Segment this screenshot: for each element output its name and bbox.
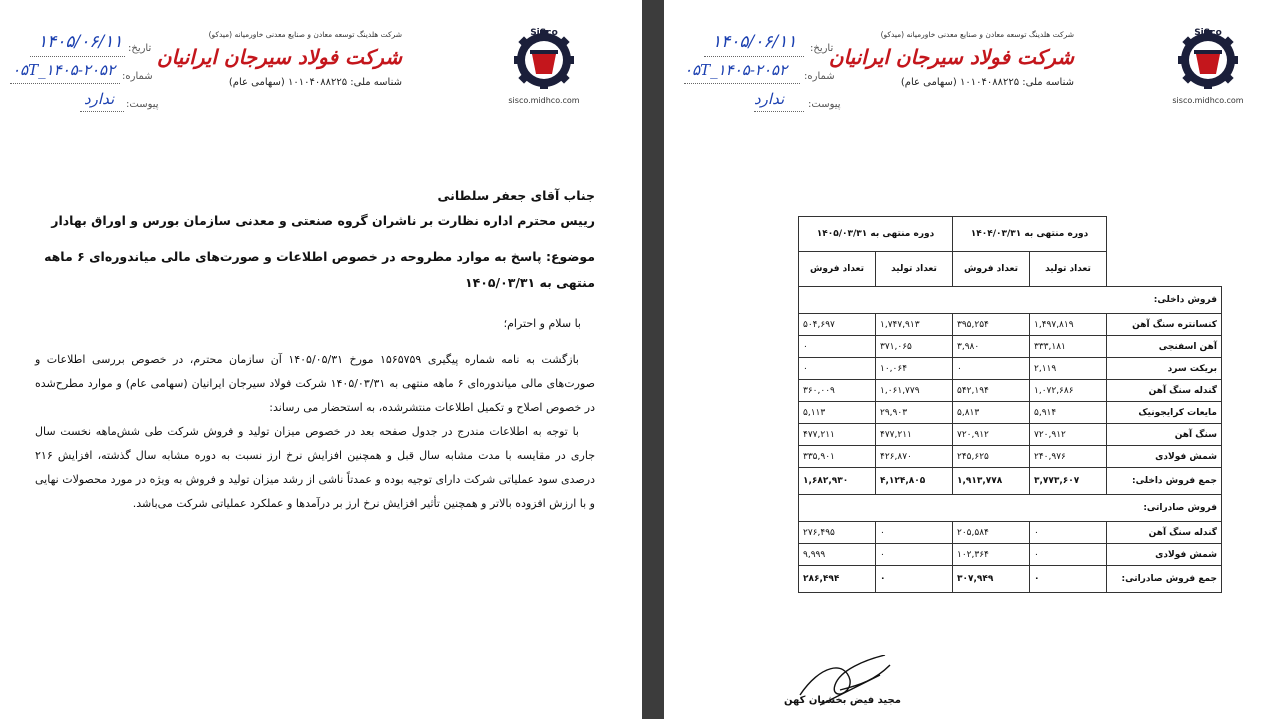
export-section-row bbox=[799, 495, 1222, 522]
cell-production-1404: ۳۳۳,۱۸۱ bbox=[1030, 336, 1107, 358]
cell-production-1404: ۰ bbox=[1030, 544, 1107, 566]
recipient-title: رییس محترم اداره نظارت بر ناشران گروه صنعتی و معدنی سازمان بورس و اوراق بهادار bbox=[51, 213, 595, 228]
cell-sales-1405: ۰ bbox=[799, 358, 876, 380]
cell-sales-1405: ۲۸۶,۴۹۴ bbox=[799, 566, 876, 593]
cell-sales-1404: ۳,۹۸۰ bbox=[953, 336, 1030, 358]
attachment-label: پیوست: bbox=[126, 99, 159, 110]
row-label: بریکت سرد bbox=[1107, 358, 1222, 380]
handwritten-attachment: ندارد bbox=[754, 90, 785, 108]
greeting: با سلام و احترام؛ bbox=[503, 317, 581, 330]
cell-sales-1404: ۲۰۵,۵۸۴ bbox=[953, 522, 1030, 544]
cell-sales-1405: ۵۰۴,۶۹۷ bbox=[799, 314, 876, 336]
table-row bbox=[799, 522, 1222, 544]
company-logo bbox=[502, 24, 586, 105]
cell-sales-1405: ۰ bbox=[799, 336, 876, 358]
section-title: فروش صادراتی: bbox=[799, 495, 1222, 522]
row-label: شمش فولادی bbox=[1107, 544, 1222, 566]
table-row bbox=[799, 314, 1222, 336]
total-row bbox=[799, 566, 1222, 593]
table-row bbox=[799, 402, 1222, 424]
date-label: تاریخ: bbox=[128, 43, 152, 54]
cell-production-1405: ۴۷۷,۲۱۱ bbox=[876, 424, 953, 446]
national-id: شناسه ملی: ۱۰۱۰۴۰۸۸۲۲۵ (سهامی عام) bbox=[900, 77, 1074, 88]
table-column-header bbox=[799, 252, 1222, 287]
paragraph-2: با توجه به اطلاعات مندرج در جدول صفحه بعد در خصوص میزان تولید و فروش شرکت طی شش‌ماهه نخست سال جاری در مقایسه با مدت مشابه سال قبل و همچنین افزایش نرخ ارز نسبت به دوره مشابه سال گذشته، افزایش ۲۱۶ درصدی سود عملیاتی شرکت دارای توجیه بوده و عمدتاً ناشی از رشد میزان تولید و فروش به ویژه در مورد محصولات نهایی و با ارزش افزوده بالاتر و همچنین تأثیر افزایش نرخ ارز بر درآمدها و عملکرد عملیاتی شرکت می‌باشد. bbox=[35, 425, 595, 510]
attachment-label: پیوست: bbox=[808, 99, 841, 110]
cell-production-1404: ۳,۷۷۳,۶۰۷ bbox=[1030, 468, 1107, 495]
cell-production-1404: ۰ bbox=[1030, 522, 1107, 544]
cell-production-1404: ۰ bbox=[1030, 566, 1107, 593]
cell-sales-1405: ۴۷۷,۲۱۱ bbox=[799, 424, 876, 446]
cell-sales-1404: ۳۹۵,۲۵۴ bbox=[953, 314, 1030, 336]
table-row bbox=[799, 380, 1222, 402]
table-row bbox=[799, 544, 1222, 566]
number-label: شماره: bbox=[804, 71, 835, 82]
letterhead-brand bbox=[157, 30, 402, 88]
signature-image bbox=[790, 655, 900, 715]
row-label: جمع فروش صادراتی: bbox=[1107, 566, 1222, 593]
cell-sales-1404: ۵۴۲,۱۹۴ bbox=[953, 380, 1030, 402]
letterhead-brand bbox=[829, 30, 1074, 88]
cell-production-1404: ۲,۱۱۹ bbox=[1030, 358, 1107, 380]
cell-production-1404: ۲۴۰,۹۷۶ bbox=[1030, 446, 1107, 468]
row-label: مایعات کرایجونیک bbox=[1107, 402, 1222, 424]
national-id: شناسه ملی: ۱۰۱۰۴۰۸۸۲۲۵ (سهامی عام) bbox=[228, 77, 402, 88]
table-row bbox=[799, 358, 1222, 380]
production-sales-table bbox=[798, 216, 1222, 593]
cell-sales-1405: ۹,۹۹۹ bbox=[799, 544, 876, 566]
cell-production-1404: ۱,۰۷۲,۶۸۶ bbox=[1030, 380, 1107, 402]
handwritten-date: ۱۴۰۵/۰۶/۱۱ bbox=[712, 32, 797, 52]
cell-sales-1405: ۱,۶۸۲,۹۳۰ bbox=[799, 468, 876, 495]
cell-production-1405: ۱,۷۴۷,۹۱۳ bbox=[876, 314, 953, 336]
section-title: فروش داخلی: bbox=[799, 287, 1222, 314]
row-label: گندله سنگ آهن bbox=[1107, 380, 1222, 402]
total-row bbox=[799, 468, 1222, 495]
cell-production-1405: ۱۰,۰۶۴ bbox=[876, 358, 953, 380]
cell-sales-1405: ۲۷۶,۴۹۵ bbox=[799, 522, 876, 544]
letter-subject: موضوع: پاسخ به موارد مطروحه در خصوص اطلاعات و صورت‌های مالی میاندوره‌ای ۶ ماهه منتهی به ۱۴۰۵/۰۳/۳۱ bbox=[44, 249, 595, 290]
logo-text: SiSco bbox=[530, 28, 558, 38]
handwritten-number: ۰۵T_۱۴۰۵-۲۰۵۲ bbox=[684, 61, 788, 79]
domestic-section-row bbox=[799, 287, 1222, 314]
logo-text: SiSco bbox=[1194, 28, 1222, 38]
cell-production-1405: ۰ bbox=[876, 566, 953, 593]
page-gap bbox=[642, 0, 664, 719]
cell-sales-1405: ۳۳۵,۹۰۱ bbox=[799, 446, 876, 468]
row-label: گندله سنگ آهن bbox=[1107, 522, 1222, 544]
cell-sales-1404: ۲۴۵,۶۲۵ bbox=[953, 446, 1030, 468]
handwritten-number: ۰۵T_۱۴۰۵-۲۰۵۲ bbox=[12, 61, 116, 79]
period-1404-header: دوره منتهی به ۱۴۰۴/۰۳/۳۱ bbox=[953, 217, 1107, 252]
cell-production-1405: ۲۹,۹۰۳ bbox=[876, 402, 953, 424]
period-1405-header: دوره منتهی به ۱۴۰۵/۰۳/۳۱ bbox=[799, 217, 953, 252]
company-name: شرکت فولاد سیرجان ایرانیان bbox=[156, 45, 402, 69]
paragraph-1: بازگشت به نامه شماره پیگیری ۱۵۶۵۷۵۹ مورخ ۱۴۰۵/۰۵/۳۱ آن سازمان محترم، در خصوص بررسی اطلاعات و صورت‌های مالی میاندوره‌ای ۶ ماهه منتهی به ۱۴۰۵/۰۳/۳۱ شرکت فولاد سیرجان ایرانیان (سهامی عام) و موارد مطرح‌شده در خصوص اصلاح و تکمیل اطلاعات منتشرشده، به استحضار می رساند: bbox=[35, 353, 595, 414]
holding-name: شرکت هلدینگ توسعه معادن و صنایع معدنی خاورمیانه (میدکو) bbox=[208, 30, 402, 39]
number-label: شماره: bbox=[122, 71, 153, 82]
date-label: تاریخ: bbox=[810, 43, 834, 54]
cell-production-1405: ۰ bbox=[876, 522, 953, 544]
cell-sales-1404: ۷۲۰,۹۱۲ bbox=[953, 424, 1030, 446]
cell-production-1405: ۱,۰۶۱,۷۷۹ bbox=[876, 380, 953, 402]
cell-sales-1404: ۳۰۷,۹۴۹ bbox=[953, 566, 1030, 593]
table-row bbox=[799, 336, 1222, 358]
holding-name: شرکت هلدینگ توسعه معادن و صنایع معدنی خاورمیانه (میدکو) bbox=[880, 30, 1074, 39]
cell-production-1405: ۴,۱۲۴,۸۰۵ bbox=[876, 468, 953, 495]
col-production-1404: تعداد تولید bbox=[1030, 252, 1107, 287]
cell-sales-1405: ۵,۱۱۳ bbox=[799, 402, 876, 424]
cell-production-1405: ۰ bbox=[876, 544, 953, 566]
cell-sales-1404: ۱۰۲,۳۶۴ bbox=[953, 544, 1030, 566]
website: sisco.midhco.com bbox=[1172, 96, 1244, 105]
signer-name: مجید فیض بخشیان کهن bbox=[784, 695, 901, 706]
table-row bbox=[799, 424, 1222, 446]
row-label: سنگ آهن bbox=[1107, 424, 1222, 446]
row-label: کنسانتره سنگ آهن bbox=[1107, 314, 1222, 336]
table-row bbox=[799, 446, 1222, 468]
cell-sales-1404: ۱,۹۱۳,۷۷۸ bbox=[953, 468, 1030, 495]
cell-production-1404: ۷۲۰,۹۱۲ bbox=[1030, 424, 1107, 446]
cell-production-1404: ۵,۹۱۴ bbox=[1030, 402, 1107, 424]
company-logo bbox=[1166, 24, 1250, 105]
row-label: آهن اسفنجی bbox=[1107, 336, 1222, 358]
col-production-1405: تعداد تولید bbox=[876, 252, 953, 287]
cell-sales-1404: ۵,۸۱۳ bbox=[953, 402, 1030, 424]
cell-production-1404: ۱,۴۹۷,۸۱۹ bbox=[1030, 314, 1107, 336]
col-sales-1405: تعداد فروش bbox=[799, 252, 876, 287]
cell-production-1405: ۳۷۱,۰۶۵ bbox=[876, 336, 953, 358]
row-label: شمش فولادی bbox=[1107, 446, 1222, 468]
cell-production-1405: ۴۲۶,۸۷۰ bbox=[876, 446, 953, 468]
website: sisco.midhco.com bbox=[508, 96, 580, 105]
letter-body bbox=[35, 188, 595, 516]
table-page bbox=[664, 0, 1280, 719]
handwritten-attachment: ندارد bbox=[84, 90, 115, 108]
handwritten-date: ۱۴۰۵/۰۶/۱۱ bbox=[38, 32, 123, 52]
row-label: جمع فروش داخلی: bbox=[1107, 468, 1222, 495]
cell-sales-1405: ۳۶۰,۰۰۹ bbox=[799, 380, 876, 402]
company-name: شرکت فولاد سیرجان ایرانیان bbox=[828, 45, 1074, 69]
cell-sales-1404: ۰ bbox=[953, 358, 1030, 380]
col-sales-1404: تعداد فروش bbox=[953, 252, 1030, 287]
recipient-name: جناب آقای جعفر سلطانی bbox=[437, 188, 595, 203]
table-period-header bbox=[799, 217, 1222, 252]
